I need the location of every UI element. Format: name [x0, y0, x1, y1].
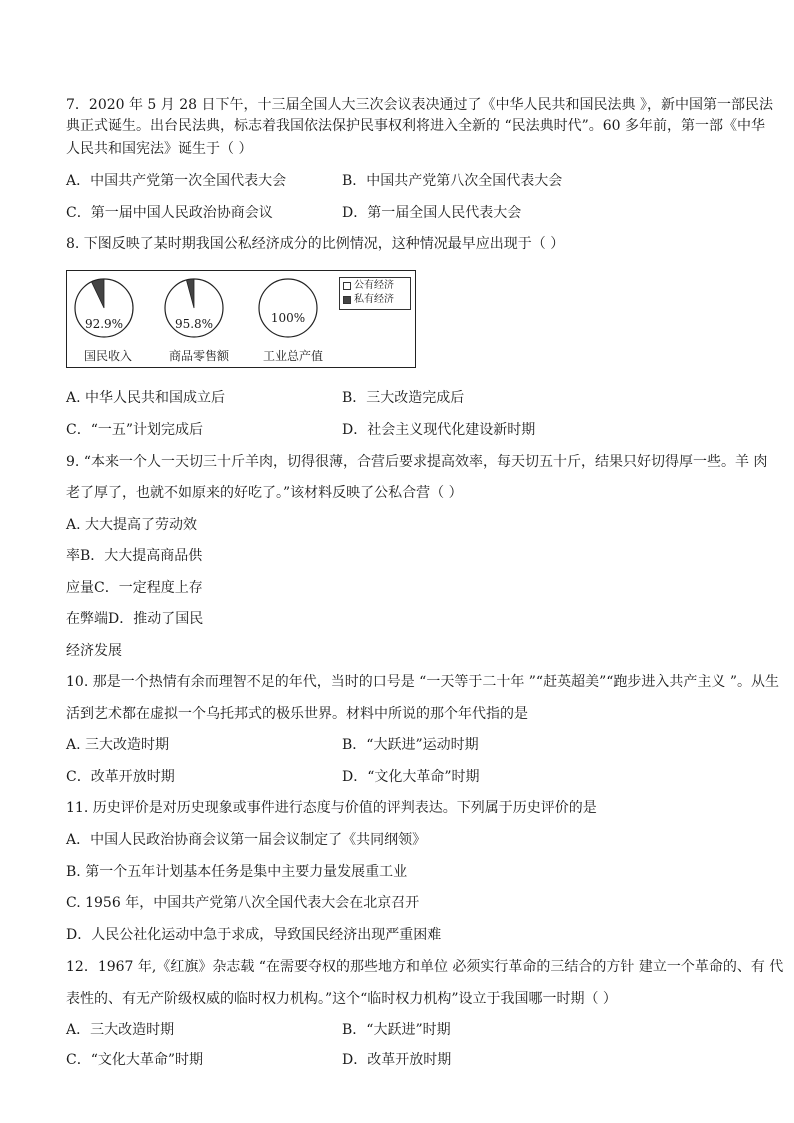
- q7-line-2: 典正式诞生。出台民法典，标志着我国依法保护民事权利将进入全新的 “民法典时代”。60 多年前，第一部《中华: [66, 118, 766, 134]
- q9-option-line-5: 经济发展: [66, 643, 122, 659]
- legend-label-public: 公有经济: [354, 280, 394, 291]
- q10-option-b: B．“大跃进”运动时期: [342, 737, 479, 753]
- q7-option-c: C．第一届中国人民政治协商会议: [66, 205, 273, 221]
- q7-line-1: 7．2020 年 5 月 28 日下午，十三届全国人大三次会议表决通过了《中华人民共和国民法典 》，新中国第一部民法: [66, 97, 773, 113]
- legend-item-public: [343, 279, 410, 293]
- pie-2-caption: 商品零售额: [168, 349, 229, 363]
- q12-option-b: B．“大跃进”时期: [342, 1022, 451, 1038]
- q7-option-a: A．中国共产党第一次全国代表大会: [66, 173, 287, 189]
- q8-option-b: B．三大改造完成后: [342, 390, 465, 406]
- q10-option-c: C．改革开放时期: [66, 769, 175, 785]
- q10-line-1: 10. 那是一个热情有余而理智不足的年代，当时的口号是 “一天等于二十年 ”“赶英超美”“跑步进入共产主义 ”。从生: [66, 674, 780, 690]
- q12-option-d: D．改革开放时期: [342, 1052, 452, 1068]
- pie-national-income: [73, 277, 149, 339]
- pie-1-value-label: 92.9%: [84, 317, 124, 331]
- legend-swatch-private: [343, 296, 351, 304]
- q12-option-c: C．“文化大革命”时期: [66, 1052, 204, 1068]
- q8-option-c: C．“一五”计划完成后: [66, 422, 204, 438]
- pie-svg-3: [257, 277, 319, 339]
- q12-line-1: 12．1967 年,《红旗》杂志载 “在需要夺权的那些地方和单位 必须实行革命的三结合的方针 建立一个革命的、有 代: [66, 959, 784, 975]
- q7-option-d: D．第一届全国人民代表大会: [342, 205, 522, 221]
- q7-line-3: 人民共和国宪法》诞生于（ ）: [66, 141, 253, 157]
- q9-option-line-1: A. 大大提高了劳动效: [66, 517, 198, 533]
- pie-industrial-output: [257, 277, 333, 339]
- pie-retail-sales: [163, 277, 239, 339]
- q10-option-a: A. 三大改造时期: [66, 737, 170, 753]
- chart-legend: [339, 277, 411, 310]
- q8-option-d: D．社会主义现代化建设新时期: [342, 422, 536, 438]
- legend-swatch-public: [343, 282, 351, 290]
- legend-label-private: 私有经济: [354, 294, 394, 305]
- legend-item-private: [343, 293, 410, 307]
- pie-1-caption: 国民收入: [83, 349, 132, 363]
- pie-3-public-slice: [259, 279, 317, 337]
- q12-line-2: 表性的、有无产阶级权威的临时权力机构。”这个“临时权力机构”设立于我国哪一时期（ ）: [66, 991, 617, 1007]
- q11-option-a: A．中国人民政治协商会议第一届会议制定了《共同纲领》: [66, 832, 427, 848]
- q10-line-2: 活到艺术都在虚拟一个乌托邦式的极乐世界。材料中所说的那个年代指的是: [66, 706, 528, 722]
- q9-option-line-4: 在弊端D．推动了国民: [66, 611, 204, 627]
- q7-option-b: B．中国共产党第八次全国代表大会: [342, 173, 563, 189]
- pie-3-value-label: 100%: [270, 311, 306, 325]
- q9-line-2: 老了厚了，也就不如原来的好吃了。”该材料反映了公私合营（ ）: [66, 485, 463, 501]
- q8-stem: 8. 下图反映了某时期我国公私经济成分的比例情况，这种情况最早应出现于（ ）: [66, 236, 565, 252]
- q9-option-line-3: 应量C．一定程度上存: [66, 580, 203, 596]
- q11-option-b: B. 第一个五年计划基本任务是集中主要力量发展重工业: [66, 864, 408, 880]
- q10-option-d: D．“文化大革命”时期: [342, 769, 480, 785]
- q11-option-d: D．人民公社化运动中急于求成，导致国民经济出现严重困难: [66, 927, 442, 943]
- pie-3-caption: 工业总产值: [262, 349, 323, 363]
- q12-option-a: A．三大改造时期: [66, 1022, 175, 1038]
- q9-option-line-2: 率B．大大提高商品供: [66, 548, 203, 564]
- pie-2-value-label: 95.8%: [174, 317, 214, 331]
- q11-option-c: C. 1956 年，中国共产党第八次全国代表大会在北京召开: [66, 895, 420, 911]
- q8-option-a: A. 中华人民共和国成立后: [66, 390, 226, 406]
- pie-chart-figure: [66, 270, 416, 368]
- q11-stem: 11. 历史评价是对历史现象或事件进行态度与价值的评判表达。下列属于历史评价的是: [66, 800, 597, 816]
- q9-line-1: 9. “本来一个人一天切三十斤羊肉，切得很薄，合营后要求提高效率，每天切五十斤，结果只好切得厚一些。羊 肉: [66, 454, 768, 470]
